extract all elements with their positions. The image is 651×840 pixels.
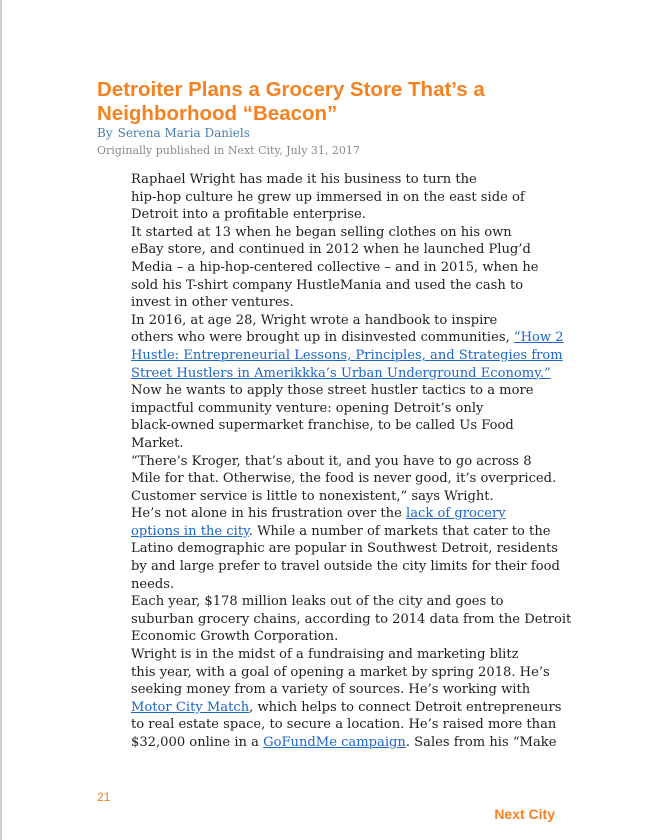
text-line xyxy=(97,365,567,383)
text-line: “There’s Kroger, that’s about it, and you have to go across 8 xyxy=(131,453,532,469)
text-line: needs. xyxy=(131,576,175,592)
text-line: seeking money from a variety of sources. He’s working with xyxy=(131,682,531,698)
publication-note: Originally published in Next City, July 31, 2017 xyxy=(97,144,360,157)
text-segment: , which helps to connect Detroit entrepreneurs xyxy=(249,699,562,715)
text-line xyxy=(97,329,567,347)
gofundme-link[interactable]: GoFundMe campaign xyxy=(263,735,406,750)
text-line: Media – a hip-hop-centered collective – and in 2015, when he xyxy=(131,259,539,275)
text-line: eBay store, and continued in 2012 when he launched Plug’d xyxy=(131,242,531,258)
text-line: Economic Growth Corporation. xyxy=(131,629,339,645)
byline-prefix: By xyxy=(97,126,113,140)
motor-city-match-link[interactable]: Motor City Match xyxy=(131,699,250,715)
text-line: black-owned supermarket franchise, to be called Us Food xyxy=(131,418,514,434)
text-line: to real estate space, to secure a location. He’s raised more than xyxy=(131,717,557,733)
text-line: In 2016, at age 28, Wright wrote a handbook to inspire xyxy=(131,312,498,328)
paragraph xyxy=(97,312,567,382)
page-edge xyxy=(0,0,2,840)
paragraph xyxy=(97,171,567,224)
book-link[interactable]: Hustle: Entrepreneurial Lessons, Principles, and Strategies from xyxy=(131,347,563,363)
text-line: Raphael Wright has made it his business to turn the xyxy=(131,172,477,187)
text-line xyxy=(97,699,567,717)
text-line: It started at 13 when he began selling clothes on his own xyxy=(131,224,512,240)
text-line: Market. xyxy=(131,435,184,451)
paragraph xyxy=(97,646,567,752)
text-line xyxy=(97,347,567,365)
author-name: Serena Maria Daniels xyxy=(117,126,250,140)
text-line: Mile for that. Otherwise, the food is never good, it’s overpriced. xyxy=(131,471,557,487)
paragraph xyxy=(97,224,567,312)
byline xyxy=(97,126,255,140)
text-line: Detroit into a profitable enterprise. xyxy=(131,207,366,223)
paragraph xyxy=(97,593,572,646)
book-link[interactable]: “How 2 xyxy=(513,330,564,346)
text-line: Each year, $178 million leaks out of the city and goes to xyxy=(131,594,504,610)
text-line: Latino demographic are popular in Southwest Detroit, residents xyxy=(131,541,559,557)
text-line xyxy=(97,523,567,541)
text-segment: others who were brought up in disinvested communities, xyxy=(131,330,514,346)
text-line: sold his T-shirt company HustleMania and used the cash to xyxy=(131,277,524,293)
text-line: Wright is in the midst of a fundraising and marketing blitz xyxy=(131,647,519,663)
text-line: this year, with a goal of opening a market by spring 2018. He’s xyxy=(131,664,550,680)
paragraph xyxy=(97,382,567,452)
paragraph xyxy=(97,453,567,506)
text-line: suburban grocery chains, according to 2014 data from the Detroit xyxy=(131,611,572,627)
text-line: invest in other ventures. xyxy=(131,295,294,311)
text-line: impactful community venture: opening Detroit’s only xyxy=(131,400,484,416)
text-line: hip-hop culture he grew up immersed in on the east side of xyxy=(131,189,525,205)
text-segment: . While a number of markets that cater to the xyxy=(248,523,551,539)
text-segment: . Sales from his “Make xyxy=(405,735,557,750)
article-title: Detroiter Plans a Grocery Store That’s a Neighborhood “Beacon” xyxy=(97,78,485,125)
text-line: Now he wants to apply those street hustler tactics to a more xyxy=(131,383,534,399)
page-number: 21 xyxy=(97,790,111,804)
publication-brand: Next City xyxy=(494,806,555,822)
text-segment: He’s not alone in his frustration over the xyxy=(131,506,407,522)
book-link[interactable]: Street Hustlers in Amerikkka’s Urban Underground Economy.” xyxy=(131,365,551,381)
text-segment: $32,000 online in a xyxy=(131,735,264,750)
grocery-options-link[interactable]: options in the city xyxy=(131,523,249,539)
text-line: Customer service is little to nonexistent,” says Wright. xyxy=(131,488,494,504)
text-line xyxy=(97,734,567,752)
text-line: by and large prefer to travel outside the city limits for their food xyxy=(131,559,560,575)
grocery-options-link[interactable]: lack of grocery xyxy=(406,506,506,522)
paragraph xyxy=(97,505,567,593)
article-body xyxy=(97,171,572,752)
